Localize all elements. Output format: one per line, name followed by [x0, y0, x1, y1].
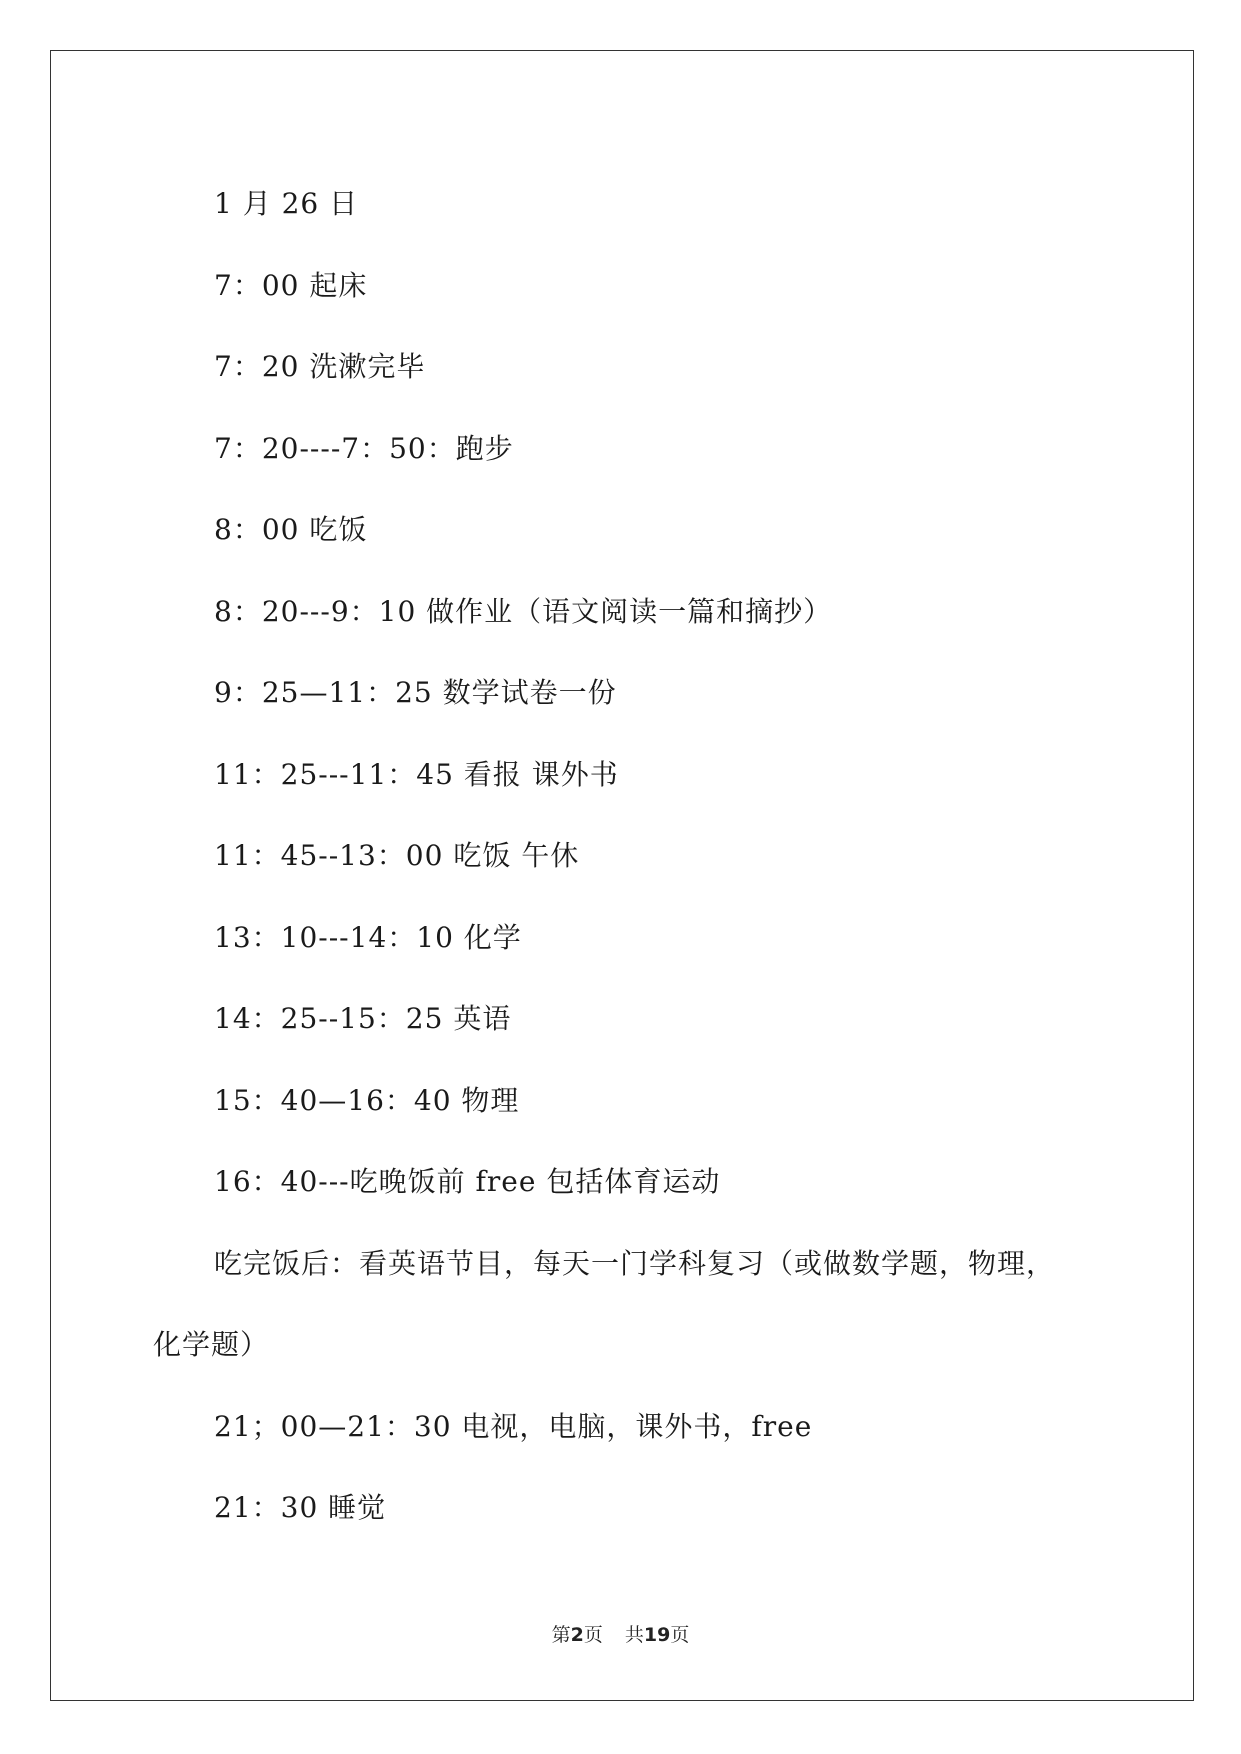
text-line: 21：30 睡觉	[214, 1491, 387, 1524]
page-footer	[0, 1620, 1241, 1647]
text-line: 14：25--15：25 英语	[214, 1002, 512, 1035]
text-line: 16：40---吃晚饭前 free 包括体育运动	[214, 1165, 721, 1198]
text-line-continuation: 化学题）	[153, 1328, 270, 1361]
total-prefix: 共	[624, 1624, 644, 1646]
document-body	[153, 187, 1121, 1576]
text-line: 15：40—16：40 物理	[214, 1083, 520, 1117]
page-suffix: 页	[583, 1624, 603, 1646]
text-line: 13：10---14：10 化学	[214, 920, 522, 954]
text-line: 8：00 吃饭	[214, 513, 368, 546]
text-line: 1 月 26 日	[214, 187, 359, 220]
page-number: 2	[570, 1624, 584, 1646]
page-prefix: 第	[551, 1624, 571, 1646]
text-line: 11：25---11：45 看报 课外书	[214, 757, 619, 791]
text-line: 7：20 洗漱完毕	[214, 350, 426, 383]
total-suffix: 页	[670, 1624, 690, 1646]
text-line: 7：00 起床	[214, 268, 368, 302]
total-pages: 19	[643, 1624, 671, 1646]
text-line: 8：20---9：10 做作业（语文阅读一篇和摘抄）	[214, 594, 833, 628]
text-line: 吃完饭后：看英语节目，每天一门学科复习（或做数学题，物理，	[214, 1246, 1056, 1280]
text-line: 21；00—21：30 电视，电脑，课外书，free	[214, 1409, 813, 1443]
text-line: 9：25—11：25 数学试卷一份	[214, 676, 617, 709]
text-line: 11：45--13：00 吃饭 午休	[214, 839, 580, 872]
text-line: 7：20----7：50：跑步	[214, 431, 514, 465]
